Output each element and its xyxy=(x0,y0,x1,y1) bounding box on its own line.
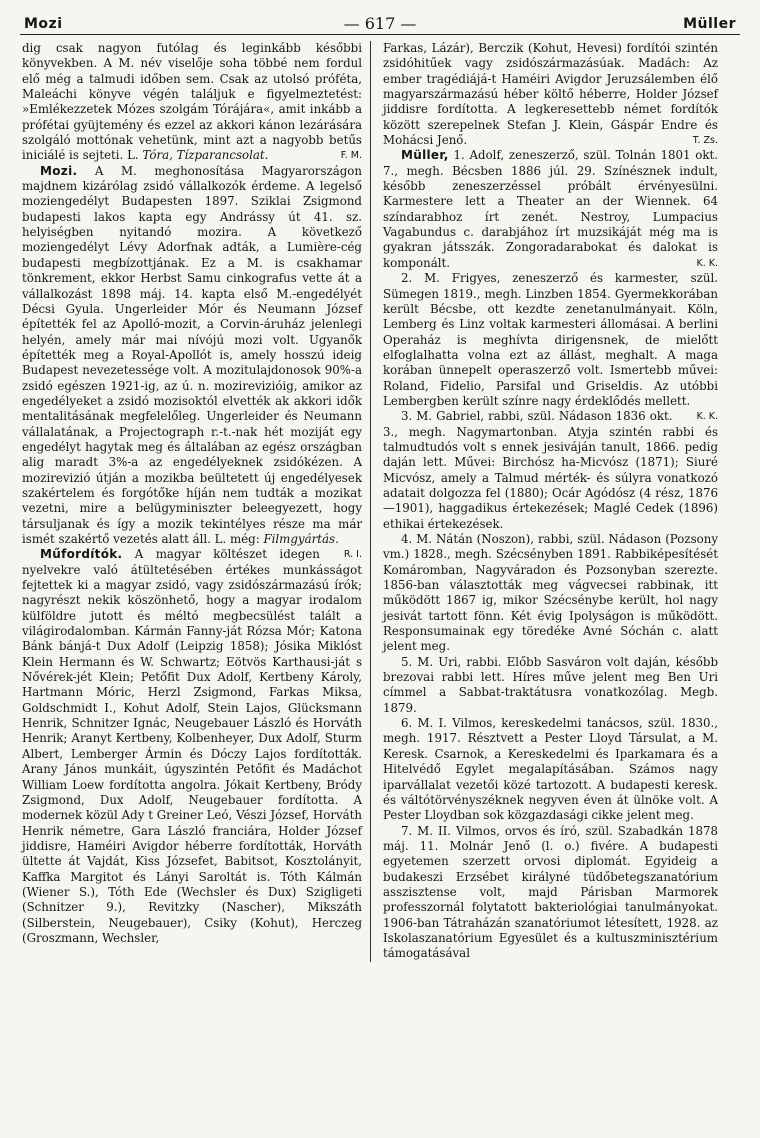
entry-headword: Műfordítók. xyxy=(40,547,123,562)
entry-muller-2: 2. M. Frigyes, zeneszerző és karmester, szül. Sümegen 1819., megh. Linzben 1854. Gyermekkorában került Bécsbe, ott kezdte zenetanulmányait. Köln, Lemberg és Linz voltak karmesteri állomásai. A berlini Operaház is meghívta dirigensnek, de mielőtt elfoglalhatta volna ezt az állást, meghalt. A maga korában ünnepelt operaszerző volt. Ismertebb művei: Roland, Fidelio, Parsifal und Griseldis. Az utóbbi Lembergben került színre nagy érdeklődés mellett. K. K. xyxy=(383,271,718,409)
entry-muller-4: 4. M. Nátán (Noszon), rabbi, szül. Nádason (Pozsony vm.) 1828., megh. Szécsényben 1891. Rabbiképesítését Komáromban, Nagyváradon és Pozsonyban szerezte. 1856-ban választották meg vágvecsei rabbinak, itt működött 1867 ig, mikor Szécsénybe került, hol nagy jesivát tartott fönn. Két évig Ipolyságon is működött. Responsumainak egy töredéke Avné Sóchán c. alatt jelent meg. xyxy=(383,532,718,654)
entry-muforditok-continued: Farkas, Lázár), Berczik (Kohut, Hevesi) fordítói szintén zsidóhitűek vagy zsidószármazásúak. Madách: Az ember tragédiájá-t Haméiri Avigdor Jeruzsálemben élő magyarszármazású héber költő héberre, Holder József jiddisre fordította. A legkeresettebb német fordítók között szerepelnek Stefan J. Klein, Gáspár Endre és Mohácsi Jenő. T. Zs. xyxy=(383,41,718,148)
author-signature: T. Zs. xyxy=(692,135,718,147)
entry-muforditok: Műfordítók. A magyar költészet idegen nyelvekre való átültetésében értékes munkásságot fejtettek ki a magyar zsidó, vagy zsidószármazású írók; nagyrészt nekik köszönhető, hogy a magyar irodalom külföldre jutott és méltó megbecsülést talált a világirodalomban. Kármán Fanny-ját Rózsa Mór; Katona Bánk bánjá-t Dux Adolf (Leipzig 1858); Jósika Miklóst Klein Hermann és W. Schwartz; Eötvös Karthausi-ját s Nővérek-jét Klein; Petőfit Dux Adolf, Kertbeny Károly, Hartmann Móric, Herzl Zsigmond, Farkas Miksa, Goldschmidt I., Kohut Adolf, Stein Lajos, Glücksmann Henrik, Schnitzer Ignác, Neugebauer László és Horváth Henrik; Aranyt Kertbeny, Kolbenheyer, Dux Adolf, Sturm Albert, Lemberger Ármin és Dóczy Lajos fordították. Arany János munkáit, úgyszintén Petőfit és Madáchot William Loew fordította angolra. Jókait Kertbeny, Bródy Zsigmond, Dux Adolf, Neugebauer fordította. A modernek közül Ady t Greiner Leó, Vészi József, Horváth Henrik németre, Gara László franciára, Holder József jiddisre, Haméiri Avigdor héberre fordították, Horváth ültette át Vajdát, Kiss Józsefet, Babitsot, Kosztolányit, Kaffka Margitot és Lányi Saroltát is. Tóth Kálmán (Wiener S.), Tóth Ede (Wechsler és Dux) Szigligeti (Schnitzer 9.), Revitzky (Nascher), Mikszáth (Silberstein, Neugebauer), Csiky (Kohut), Herczeg (Groszmann, Wechsler, xyxy=(22,547,362,945)
right-column xyxy=(370,41,726,962)
entry-headword: Mozi. xyxy=(40,163,78,178)
cross-reference: Tóra, Tízparancsolat. xyxy=(142,148,269,163)
author-signature: K. K. xyxy=(696,411,718,423)
cross-reference: Filmgyártás. xyxy=(263,532,339,546)
two-column-body xyxy=(14,41,746,962)
header-rule xyxy=(20,34,740,35)
author-signature: F. M. xyxy=(340,150,362,162)
entry-muller-7: 7. M. II. Vilmos, orvos és író, szül. Szabadkán 1878 máj. 11. Molnár Jenő (l. o.) fivére. A budapesti egyetemen szerzett orvosi diplomát. Egyideig a budakeszi Erzsébet királyné tüdőbetegszanatórium asszisztense volt, majd Párisban Marmorek professzornál folytatott bakteriológiai tanulmányokat. 1906-ban Tátraházán szanatóriumot létesített, 1928. az Iskolaszanatórium Egyesület és a kultuszminisztérium támogatásával xyxy=(383,823,718,961)
entry-muller-3: 3. M. Gabriel, rabbi, szül. Nádason 1836 okt. 3., megh. Nagymartonban. Atyja szintén rabbi és talmudtudós volt s ennek jesiváján tanult, 1866. pedig daján lett. Művei: Birchósz ha-Micvósz (1871); Siuré Micvósz, amely a Talmud mérték- és súlyra vonatkozó adatait dolgozza fel (1880); Ocár Agódósz (4 rész, 1876—1901), haggadikus értekezések; Maglé Cedek (1896) ethikai értekezések. xyxy=(383,409,718,531)
header-right-keyword: Müller xyxy=(683,16,736,32)
entry-moses-end: dig csak nagyon futólag és leginkább későbbi könyvekben. A M. név viselője soha többé nem fordul elő még a talmudi időben sem. Csak az utolsó próféta, Maleáchi könyve végén találjuk e figyelmeztetést: »Emlékezzetek Mózes szolgám Tórájára«, amit inkább a prófétai gyüjtemény és ezzel az akkori kánon lezárására szolgáló mottónak vehetünk, mint azt a nagyobb betűs iniciálé is sejteti. L. Tóra, Tízparancsolat. F. M. xyxy=(22,41,362,163)
author-signature: R. I. xyxy=(343,549,362,561)
header-left-keyword: Mozi xyxy=(24,16,63,32)
author-signature: K. K. xyxy=(696,257,718,269)
left-column xyxy=(14,41,370,962)
running-header xyxy=(14,12,746,34)
entry-headword: Müller, xyxy=(401,148,449,163)
entry-mozi: Mozi. A M. meghonosítása Magyarországon majdnem kizárólag zsidó vállalkozók érdeme. A legelső moziengedélyt Budapesten 1897. Sziklai Zsigmond budapesti lakos kapta egy Andrássy út 41. sz. helyiségben nyitandó mozira. A következő moziengedélyt Lévy Adorfnak adták, a Lumière-cég budapesti megbízottjának. Ez a M. is csakhamar tönkrement, ekkor Herbst Samu cinkografus vette át a vállalkozást 1898 máj. 14. kapta első M.-engedélyét Décsi Gyula. Ungerleider Mór és Neumann József építették fel az Apolló-mozit, a Corvin-áruház jelenlegi helyén, amely már mai nívójú mozi volt. Ugyanők építették meg a Royal-Apollót is, amely hosszú ideig Budapest nevezetessége volt. A mozitulajdonosok 90%-a zsidó egészen 1921-ig, az ú. n. mozirevizióig, amikor az engedélyeket a zsidó mozisoktól elvették ak akkori idők mentalitásának megfelelőleg. Ungerleider és Neumann vállalatának, a Projectograph r.-t.-nak hét moziját egy engedélyt hagytak meg és általában az egész országban alig maradt 3%-a az engedélyeknek zsidókézen. A mozirevizió útján a mozikba beültetett új engedélyesek szakértelem és forgótőke híján nem tudták a mozikat vezetni, mire a belügyminiszter beleegyezett, hogy társuljanak és így a mozik tekintélyes része ma már ismét szakértő vezetés alatt áll. L. még: Filmgyártás. R. I. xyxy=(22,164,362,548)
page-number: — 617 — xyxy=(343,14,417,33)
entry-muller-1: Müller, 1. Adolf, zeneszerző, szül. Tolnán 1801 okt. 7., megh. Bécsben 1886 júl. 29. Színésznek indult, később zeneszerzéssel próbált érvényesülni. Karmestere lett a Theater an der Wiennek. 64 színdarabhoz írt zenét. Nestroy, Lumpacius Vagabundus c. darabjához írt muzsikáját még ma is gyakran játsszák. Zongoradarabokat és dalokat is komponált. K. K. xyxy=(383,148,718,270)
entry-muller-5: 5. M. Uri, rabbi. Előbb Sasváron volt daján, később brezovai rabbi lett. Híres műve jelent meg Ben Uri címmel a Sabbat-traktátusra vonatkozólag. Megb. 1879. xyxy=(383,654,718,715)
entry-muller-6: 6. M. I. Vilmos, kereskedelmi tanácsos, szül. 1830., megh. 1917. Résztvett a Pester Lloyd Társulat, a M. Keresk. Csarnok, a Kereskedelmi és Iparkamara és a Hitelvédő Egylet megalapításában. Számos nagy iparvállalat vezetői közé tartozott. A budapesti keresk. és váltótörvényszéknek negyven éven át ülnöke volt. A Pester Lloydban sok közgazdasági cikke jelent meg. xyxy=(383,716,718,823)
